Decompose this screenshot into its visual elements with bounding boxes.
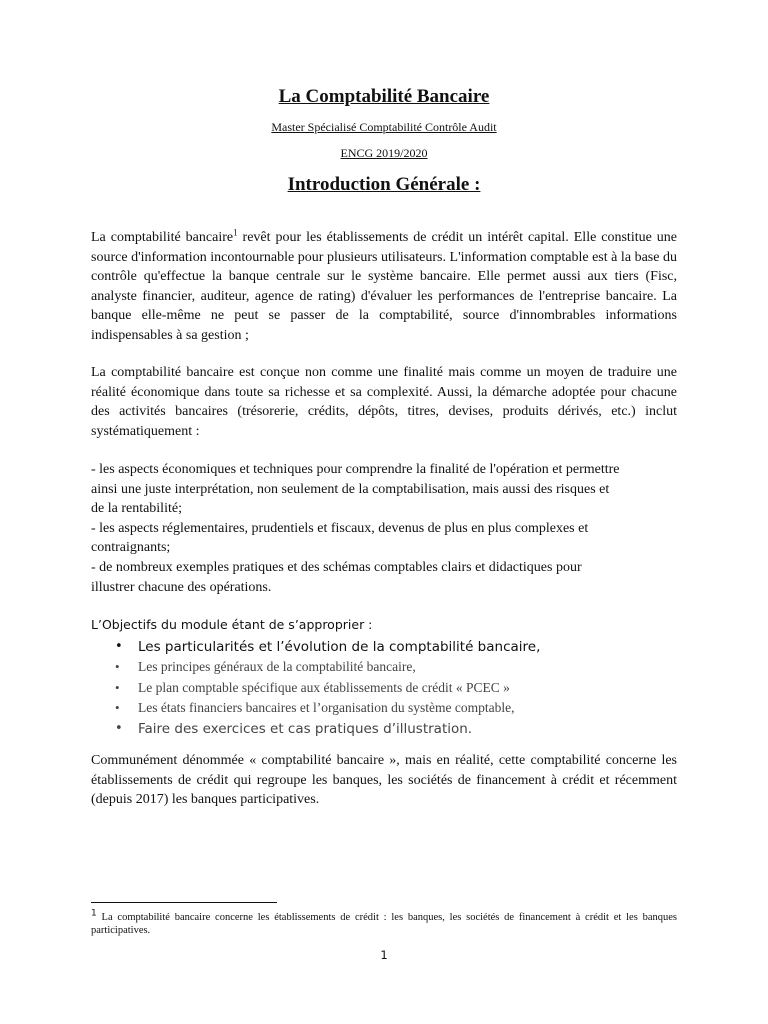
- aspects-list: [91, 460, 677, 597]
- objective-item: [91, 678, 677, 699]
- objectives-intro: L’Objectifs du module étant de s’approprier :: [91, 617, 373, 632]
- objective-text: Les particularités et l’évolution de la comptabilité bancaire,: [138, 638, 541, 655]
- paragraph-intro-lead: La comptabilité bancaire: [91, 230, 234, 245]
- bullet-icon: •: [115, 679, 120, 695]
- objective-text: Les principes généraux de la comptabilité bancaire,: [138, 659, 416, 675]
- footnote-text: La comptabilité bancaire concerne les établissements de crédit : les banques, les sociétés de financement à crédit et les banques participatives.: [91, 912, 677, 936]
- aspects-line: - les aspects réglementaires, prudentiels et fiscaux, devenus de plus en plus complexes et: [91, 520, 589, 536]
- objective-item: [91, 719, 677, 740]
- objective-item: [91, 698, 677, 719]
- paragraph-intro: [91, 228, 677, 346]
- footnote-mark: 1: [91, 908, 97, 919]
- bullet-icon: •: [115, 720, 123, 736]
- paragraph-intro-rest: revêt pour les établissements de crédit un intérêt capital. Elle constitue une source d'information incontournable pour plusieurs utilisateurs. L'information comptable est à la base du contrôle qu'effectue la banque centrale sur le système bancaire. Elle permet aussi aux tiers (Fisc, analyste financier, auditeur, agence de rating) d'évaluer les performances de l'entreprise bancaire. La banque elle-même ne peut se passer de la comptabilité, source d'innombrables informations indispensables à sa gestion ;: [91, 230, 677, 343]
- document-subtitle: Master Spécialisé Comptabilité Contrôle Audit: [271, 120, 497, 134]
- page-number: 1: [380, 948, 388, 962]
- objective-item: [91, 637, 677, 658]
- bullet-icon: •: [115, 700, 120, 716]
- objective-text: Le plan comptable spécifique aux établissements de crédit « PCEC »: [138, 679, 510, 695]
- aspects-line: - de nombreux exemples pratiques et des schémas comptables clairs et didactiques pour: [91, 559, 582, 575]
- academic-year: ENCG 2019/2020: [340, 146, 428, 160]
- objective-text: Faire des exercices et cas pratiques d’illustration.: [138, 720, 473, 737]
- objectives-section: [91, 615, 677, 739]
- aspects-line: illustrer chacune des opérations.: [91, 579, 272, 595]
- document-title: La Comptabilité Bancaire: [278, 86, 490, 107]
- paragraph-scope: Communément dénommée « comptabilité bancaire », mais en réalité, cette comptabilité concerne les établissements de crédit qui regroupe les banques, les sociétés de financement à crédit et récemment (depuis 2017) les banques participatives.: [91, 753, 677, 808]
- aspects-line: ainsi une juste interprétation, non seulement de la comptabilisation, mais aussi des risques et: [91, 481, 610, 497]
- aspects-line: contraignants;: [91, 540, 171, 556]
- footnote: [91, 908, 677, 937]
- section-heading: Introduction Générale :: [287, 174, 481, 195]
- objectives-list: [91, 637, 677, 740]
- aspects-line: de la rentabilité;: [91, 501, 182, 517]
- bullet-icon: •: [115, 638, 123, 654]
- paragraph-approach: La comptabilité bancaire est conçue non comme une finalité mais comme un moyen de traduire une réalité économique dans toute sa richesse et sa complexité. Aussi, la démarche adoptée pour chacune des activités bancaires (trésorerie, crédits, dépôts, titres, devises, produits dérivés, etc.) inclut systématiquement :: [91, 365, 677, 439]
- objective-item: [91, 657, 677, 678]
- footnote-separator: [91, 902, 277, 903]
- aspects-line: - les aspects économiques et techniques pour comprendre la finalité de l'opération et permettre: [91, 462, 620, 477]
- footnote-reference[interactable]: 1: [233, 227, 238, 238]
- bullet-icon: •: [115, 659, 120, 675]
- objective-text: Les états financiers bancaires et l’organisation du système comptable,: [138, 700, 515, 716]
